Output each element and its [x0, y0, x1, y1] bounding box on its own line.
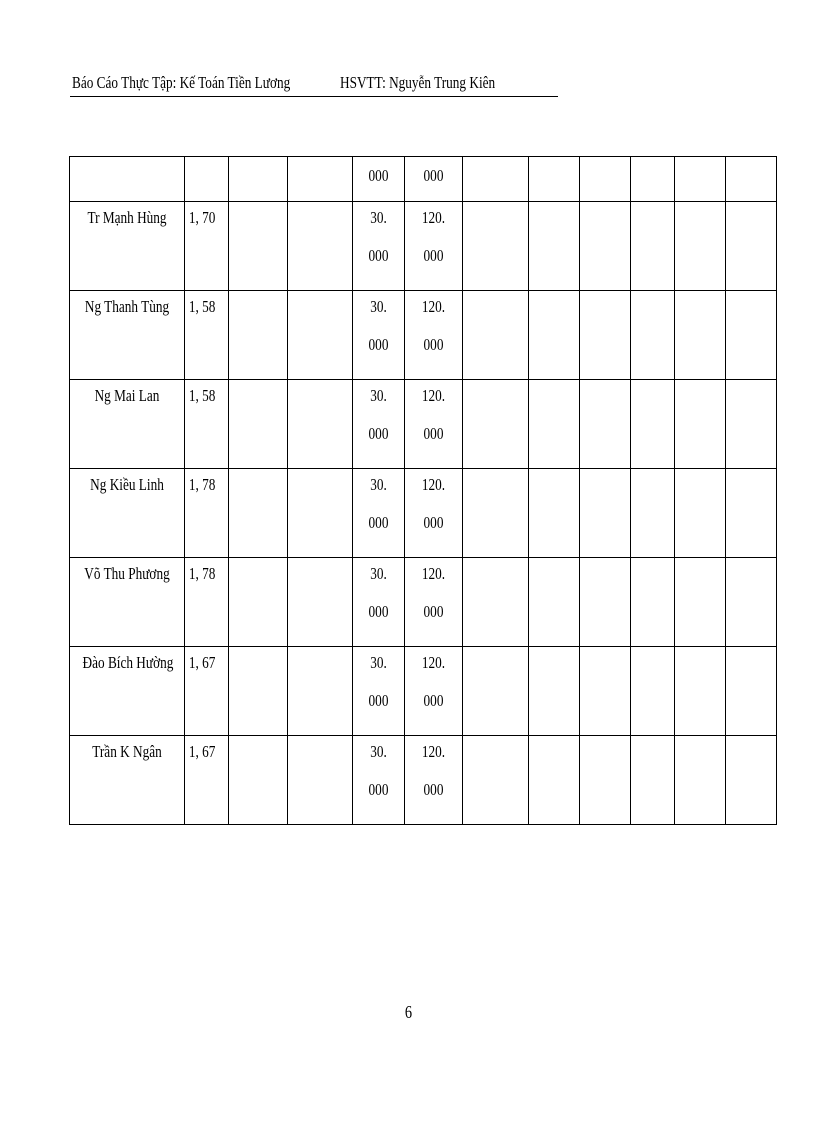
- empty-cell: [631, 380, 675, 469]
- empty-cell: [529, 469, 580, 558]
- empty-cell: [229, 736, 288, 825]
- allowance-cell: [353, 647, 405, 736]
- allowance-value-line1: 30.: [370, 564, 387, 583]
- empty-cell: [529, 558, 580, 647]
- empty-cell: [726, 291, 777, 380]
- student-name: HSVTT: Nguyễn Trung Kiên: [340, 73, 496, 92]
- empty-cell: [229, 380, 288, 469]
- employee-name-cell: [70, 647, 185, 736]
- empty-cell: [529, 736, 580, 825]
- empty-cell: [631, 291, 675, 380]
- empty-cell: [580, 736, 631, 825]
- empty-cell: [529, 202, 580, 291]
- allowance-value-line1: 30.: [370, 208, 387, 227]
- salary-table: [69, 156, 777, 825]
- empty-cell: [726, 157, 777, 202]
- allowance-value-line2: 000: [368, 780, 389, 799]
- empty-cell: [675, 558, 726, 647]
- amount-cell: [405, 736, 463, 825]
- empty-cell: [675, 380, 726, 469]
- coefficient-cell: [185, 736, 229, 825]
- page-number-text: 6: [404, 1002, 412, 1022]
- employee-name: Ng Mai Lan: [94, 386, 160, 405]
- empty-cell: [726, 469, 777, 558]
- amount-value-line1: 120.: [421, 297, 446, 316]
- empty-cell: [463, 558, 529, 647]
- allowance-value-line2: 000: [368, 246, 389, 265]
- table-row: [70, 202, 777, 291]
- employee-name-cell: [70, 202, 185, 291]
- amount-cell: [405, 291, 463, 380]
- amount-cell: [405, 469, 463, 558]
- salary-coefficient: 1, 78: [188, 564, 216, 583]
- amount-value-line2: 000: [423, 424, 444, 443]
- empty-cell: [288, 558, 353, 647]
- employee-name-cell: [70, 380, 185, 469]
- employee-name-cell: [70, 469, 185, 558]
- allowance-cell: [353, 469, 405, 558]
- name-cell: [70, 157, 185, 202]
- page-header: [70, 72, 558, 97]
- allowance-value-line1: 30.: [370, 475, 387, 494]
- empty-cell: [229, 469, 288, 558]
- allowance-value-line1: 30.: [370, 742, 387, 761]
- empty-cell: [726, 558, 777, 647]
- amount-value-line1: 120.: [421, 564, 446, 583]
- amount-value-line2: 000: [423, 335, 444, 354]
- coefficient-cell: [185, 647, 229, 736]
- report-title: Báo Cáo Thực Tập: Kế Toán Tiền Lương: [72, 73, 291, 92]
- employee-name-cell: [70, 558, 185, 647]
- allowance-value-line2: 000: [368, 602, 389, 621]
- table-row: [70, 558, 777, 647]
- employee-name-cell: [70, 291, 185, 380]
- empty-cell: [229, 291, 288, 380]
- empty-cell: [529, 157, 580, 202]
- allowance-value-line2: 000: [368, 424, 389, 443]
- empty-cell: [229, 157, 288, 202]
- coefficient-cell: [185, 469, 229, 558]
- empty-cell: [463, 157, 529, 202]
- allowance-cell: [353, 558, 405, 647]
- empty-cell: [288, 291, 353, 380]
- empty-cell: [288, 380, 353, 469]
- empty-cell: [631, 157, 675, 202]
- amount-value-line1: 120.: [421, 742, 446, 761]
- empty-cell: [463, 380, 529, 469]
- empty-cell: [675, 157, 726, 202]
- salary-coefficient: 1, 58: [188, 297, 216, 316]
- amount-value-line1: 120.: [421, 653, 446, 672]
- empty-cell: [288, 469, 353, 558]
- empty-cell: [631, 647, 675, 736]
- employee-name: Trần K Ngân: [92, 742, 162, 761]
- empty-cell: [675, 291, 726, 380]
- empty-cell: [631, 558, 675, 647]
- amount-cell: [405, 558, 463, 647]
- empty-cell: [580, 291, 631, 380]
- amount-cell: 000: [405, 157, 463, 202]
- amount-value-line1: 120.: [421, 475, 446, 494]
- empty-cell: [529, 380, 580, 469]
- amount-cell: [405, 202, 463, 291]
- table-row: [70, 291, 777, 380]
- amount-cell: [405, 647, 463, 736]
- empty-cell: [463, 736, 529, 825]
- amount-value-line2: 000: [423, 246, 444, 265]
- salary-coefficient: 1, 78: [188, 475, 216, 494]
- allowance-value-line2: 000: [368, 335, 389, 354]
- employee-name: Ng Kiều Linh: [90, 475, 164, 494]
- allowance-value-line2: 000: [368, 513, 389, 532]
- coefficient-cell: [185, 202, 229, 291]
- allowance-value-line1: 30.: [370, 386, 387, 405]
- empty-cell: [675, 469, 726, 558]
- amount-cell: [405, 380, 463, 469]
- allowance-cell: [353, 736, 405, 825]
- coefficient-cell: [185, 558, 229, 647]
- table-row: [70, 380, 777, 469]
- salary-coefficient: 1, 67: [188, 653, 216, 672]
- empty-cell: [288, 736, 353, 825]
- empty-cell: [288, 647, 353, 736]
- empty-cell: [463, 469, 529, 558]
- empty-cell: [229, 202, 288, 291]
- amount-value-line1: 120.: [421, 386, 446, 405]
- empty-cell: [463, 291, 529, 380]
- empty-cell: [580, 202, 631, 291]
- empty-cell: [726, 380, 777, 469]
- employee-name: Võ Thu Phương: [84, 564, 170, 583]
- empty-cell: [631, 202, 675, 291]
- table-row: [70, 736, 777, 825]
- empty-cell: [631, 736, 675, 825]
- table-row: [70, 469, 777, 558]
- empty-cell: [675, 202, 726, 291]
- empty-cell: [463, 202, 529, 291]
- empty-cell: [288, 157, 353, 202]
- empty-cell: [726, 647, 777, 736]
- page-number: [0, 1002, 816, 1023]
- empty-cell: [229, 558, 288, 647]
- empty-cell: [580, 380, 631, 469]
- empty-cell: [463, 647, 529, 736]
- allowance-value-line2: 000: [368, 691, 389, 710]
- allowance-cell: [353, 202, 405, 291]
- employee-name: Ng Thanh Tùng: [84, 297, 170, 316]
- empty-cell: [580, 647, 631, 736]
- empty-cell: [580, 558, 631, 647]
- salary-coefficient: 1, 67: [188, 742, 216, 761]
- empty-cell: [580, 469, 631, 558]
- allowance-value-line1: 30.: [370, 297, 387, 316]
- allowance-cell: 000: [353, 157, 405, 202]
- salary-coefficient: 1, 70: [188, 208, 216, 227]
- allowance-cell: [353, 380, 405, 469]
- empty-cell: [529, 291, 580, 380]
- amount-value-line2: 000: [423, 780, 444, 799]
- allowance-cell: [353, 291, 405, 380]
- allowance-value-line1: 30.: [370, 653, 387, 672]
- table-row: [70, 647, 777, 736]
- employee-name: Đào Bích Hường: [82, 653, 174, 672]
- empty-cell: [580, 157, 631, 202]
- empty-cell: [529, 647, 580, 736]
- empty-cell: [675, 647, 726, 736]
- coef-cell: [185, 157, 229, 202]
- amount-value-line2: 000: [423, 513, 444, 532]
- amount-value-line1: 120.: [421, 208, 446, 227]
- salary-coefficient: 1, 58: [188, 386, 216, 405]
- amount-value-line2: 000: [423, 602, 444, 621]
- coefficient-cell: [185, 291, 229, 380]
- coefficient-cell: [185, 380, 229, 469]
- empty-cell: [726, 202, 777, 291]
- empty-cell: [675, 736, 726, 825]
- empty-cell: [229, 647, 288, 736]
- employee-name-cell: [70, 736, 185, 825]
- empty-cell: [726, 736, 777, 825]
- table-row-continued: [70, 157, 777, 202]
- empty-cell: [288, 202, 353, 291]
- employee-name: Tr Mạnh Hùng: [87, 208, 167, 227]
- amount-value-line2: 000: [423, 691, 444, 710]
- empty-cell: [631, 469, 675, 558]
